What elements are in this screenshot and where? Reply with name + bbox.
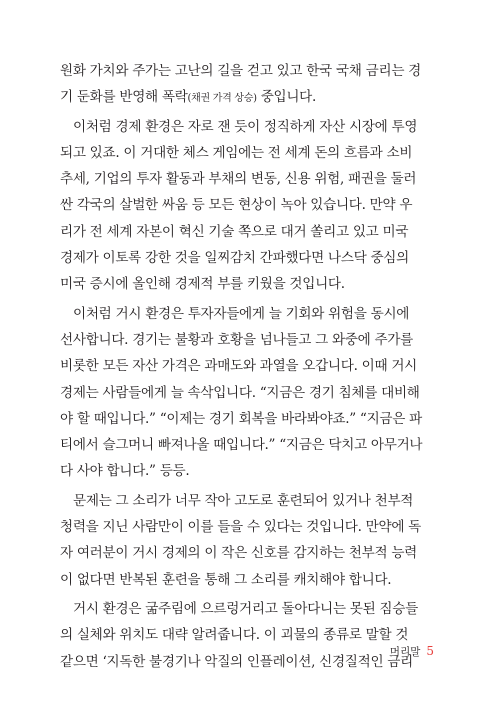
text-line: 청력을 지닌 사람만이 이를 들을 수 있다는 것입니다. 만약에 독 [60, 519, 421, 536]
text-line: 의 실체와 위치도 대략 알려줍니다. 이 괴물의 종류로 말할 것 [60, 627, 409, 644]
text-line: 티에서 슬그머니 빠져나올 때입니다.” “지금은 닥치고 아무거나 [60, 437, 423, 454]
text-line: 추세, 기업의 투자 활동과 부채의 변동, 신용 위험, 패권을 둘러 [60, 171, 417, 188]
page-footer [390, 644, 434, 659]
page-body [60, 58, 438, 675]
text-line: 비롯한 모든 자산 가격은 과매도와 과열을 오갑니다. 이때 거시 [60, 358, 417, 375]
text-line: 야 할 때입니다.” “이제는 경기 회복을 바라봐야죠.” “지금은 파 [60, 410, 422, 427]
text-line: 리가 전 세계 자본이 혁신 기술 쪽으로 대거 쏠리고 있고 미국 [60, 223, 409, 240]
text-line: 문제는 그 소리가 너무 작아 고도로 훈련되어 있거나 천부적 [73, 492, 414, 509]
text-line: 싼 각국의 살벌한 싸움 등 모든 현상이 녹아 있습니다. 만약 우 [60, 197, 413, 214]
text-line: 원화 가치와 주가는 고난의 길을 걷고 있고 한국 국채 금리는 경 [60, 63, 421, 79]
text-segment: 기 둔화를 반영해 폭락 [60, 89, 188, 106]
text-line: 미국 증시에 올인해 경제적 부를 키웠을 것입니다. [60, 276, 345, 293]
page-number: 5 [426, 644, 434, 658]
text-line: 경제가 이토록 강한 것을 일찌감치 간파했다면 나스닥 중심의 [60, 250, 409, 267]
text-line: 거시 환경은 굶주림에 으르렁거리고 돌아다니는 못된 짐승들 [73, 600, 418, 617]
text-line: 이처럼 거시 환경은 투자자들에게 늘 기회와 위험을 동시에 [73, 305, 410, 322]
text-segment: 중입니다. [256, 89, 317, 106]
text-line: 다 사야 합니다.” 등등. [60, 463, 190, 480]
text-line: 되고 있죠. 이 거대한 체스 게임에는 전 세계 돈의 흐름과 소비 [60, 144, 413, 161]
text-line: 이처럼 경제 환경은 자로 잰 듯이 정직하게 자산 시장에 투영 [73, 118, 418, 135]
parenthetical-note: (채권 가격 상승) [187, 93, 257, 105]
text-line: 같으면 ‘지독한 불경기나 악질의 인플레이션, 신경질적인 금리 [60, 653, 413, 670]
text-line: 이 없다면 반복된 훈련을 통해 그 소리를 캐치해야 합니다. [60, 571, 392, 588]
text-line [60, 84, 438, 110]
text-line: 선사합니다. 경기는 불황과 호황을 넘나들고 그 와중에 주가를 [60, 331, 413, 348]
text-line: 자 여러분이 거시 경제의 이 작은 신호를 감지하는 천부적 능력 [60, 545, 417, 562]
section-label: 머리말 [389, 646, 421, 658]
text-line: 경제는 사람들에게 늘 속삭입니다. “지금은 경기 침체를 대비해 [60, 384, 420, 401]
